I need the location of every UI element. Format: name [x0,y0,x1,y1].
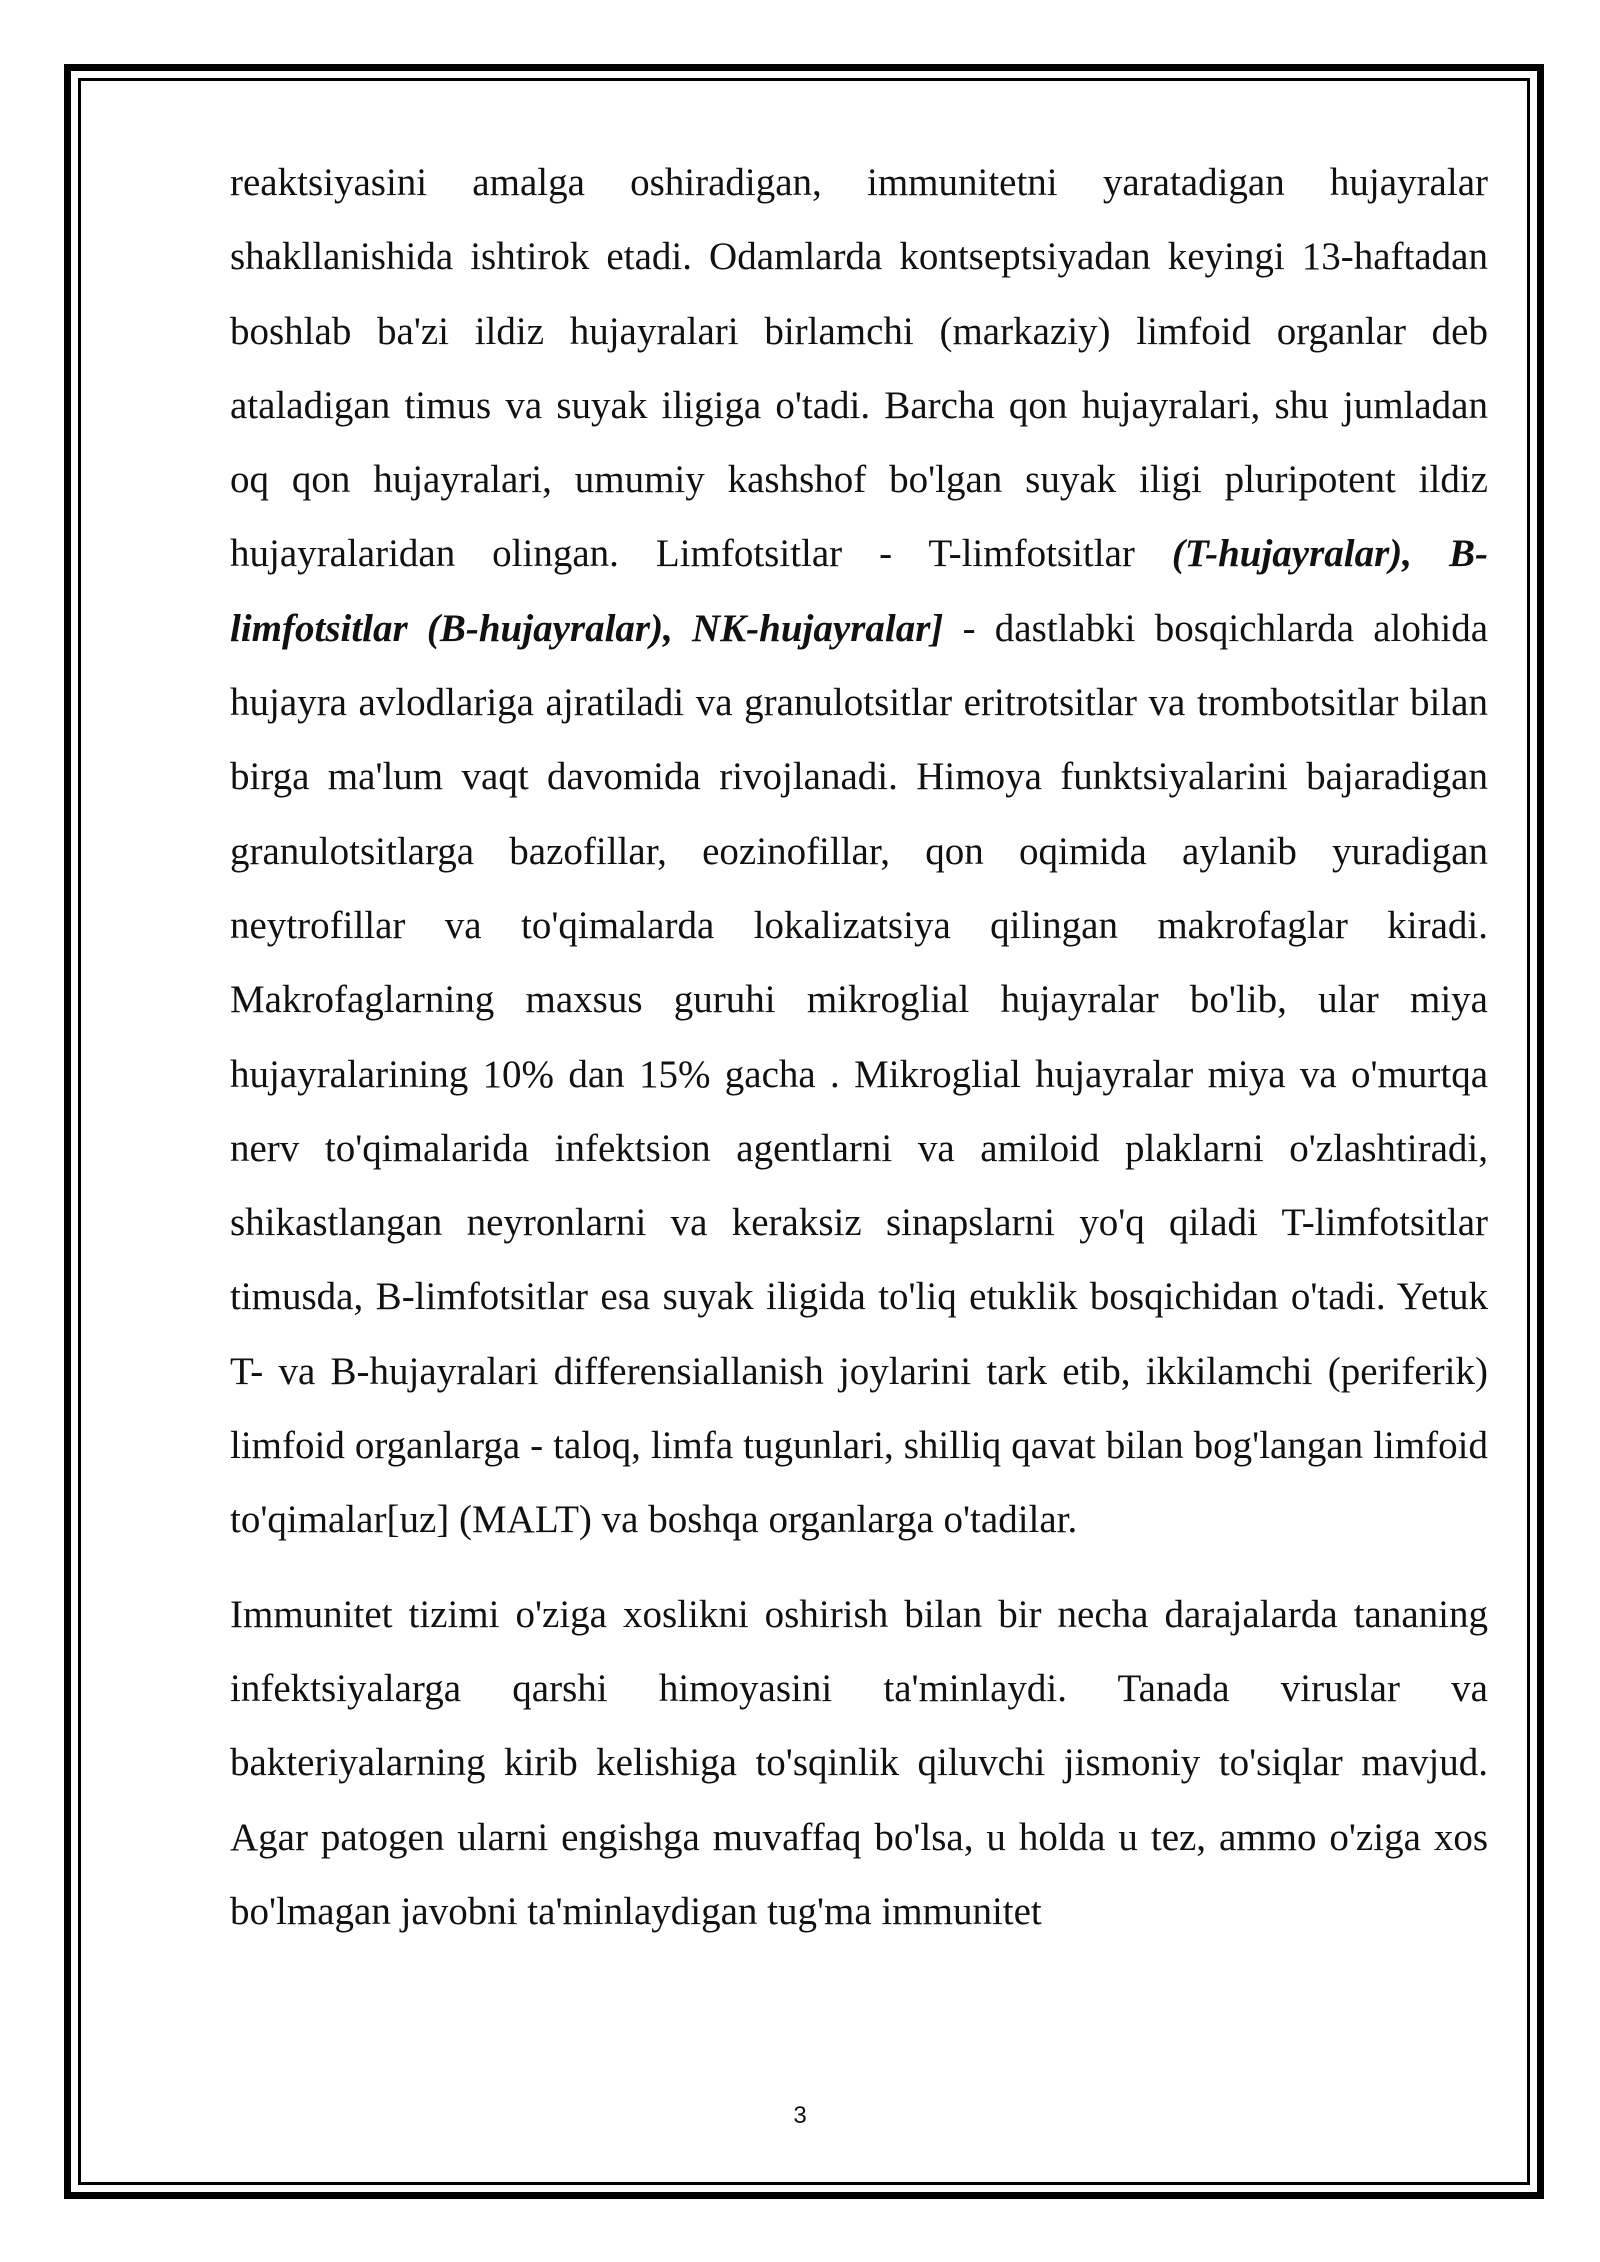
document-body [230,146,1488,1949]
paragraph-2 [230,1578,1488,1949]
page-number: 3 [793,2102,807,2129]
paragraph-1-emphasis: (T-hujayralar), B-limfotsitlar (B-hujayralar), NK-hujayralar] [230,532,1489,650]
paragraph-1 [230,146,1488,1558]
paragraph-2-text: Immunitet tizimi o'ziga xoslikni oshirish bilan bir necha darajalarda tananing infektsiyalarga qarshi himoyasini ta'minlaydi. Tanada viruslar va bakteriyalarning kirib kelishiga to'sqinlik qiluvchi jismoniy to'siqlar mavjud. Agar patogen ularni engishga muvaffaq bo'lsa, u holda u tez, ammo o'ziga xos bo'lmagan javobni ta'minlaydigan tug'ma immunitet [230,1592,1488,1933]
paragraph-1-text-b: - dastlabki bosqichlarda alohida hujayra avlodlariga ajratiladi va granulotsitlar eritrotsitlar va trombotsitlar bilan birga ma'lum vaqt davomida rivojlanadi. Himoya funktsiyalarini bajaradigan granulotsitlarga bazofillar, eozinofillar, qon oqimida aylanib yuradigan neytrofillar va to'qimalarda lokalizatsiya qilingan makrofaglar kiradi. Makrofaglarning maxsus guruhi mikroglial hujayralar bo'lib, ular miya hujayralarining 10% dan 15% gacha . Mikroglial hujayralar miya va o'murtqa nerv to'qimalarida infektsion agentlarni va amiloid plaklarni o'zlashtiradi, shikastlangan neyronlarni va keraksiz sinapslarni yo'q qiladi T-limfotsitlar timusda, B-limfotsitlar esa suyak iligida to'liq etuklik bosqichidan o'tadi. Yetuk T- va B-hujayralari differensiallanish joylarini tark etib, ikkilamchi (periferik) limfoid organlarga - taloq, limfa tugunlari, shilliq qavat bilan bog'langan limfoid to'qimalar[uz] (MALT) va boshqa organlarga o'tadilar. [230,606,1488,1542]
paragraph-1-text-a: reaktsiyasini amalga oshiradigan, immunitetni yaratadigan hujayralar shakllanishida ishtirok etadi. Odamlarda kontseptsiyadan keyingi 13-haftadan boshlab ba'zi ildiz hujayralari birlamchi (markaziy) limfoid organlar deb ataladigan timus va suyak iligiga o'tadi. Barcha qon hujayralari, shu jumladan oq qon hujayralari, umumiy kashshof bo'lgan suyak iligi pluripotent ildiz hujayralaridan olingan. Limfotsitlar - T-limfotsitlar [230,161,1488,576]
